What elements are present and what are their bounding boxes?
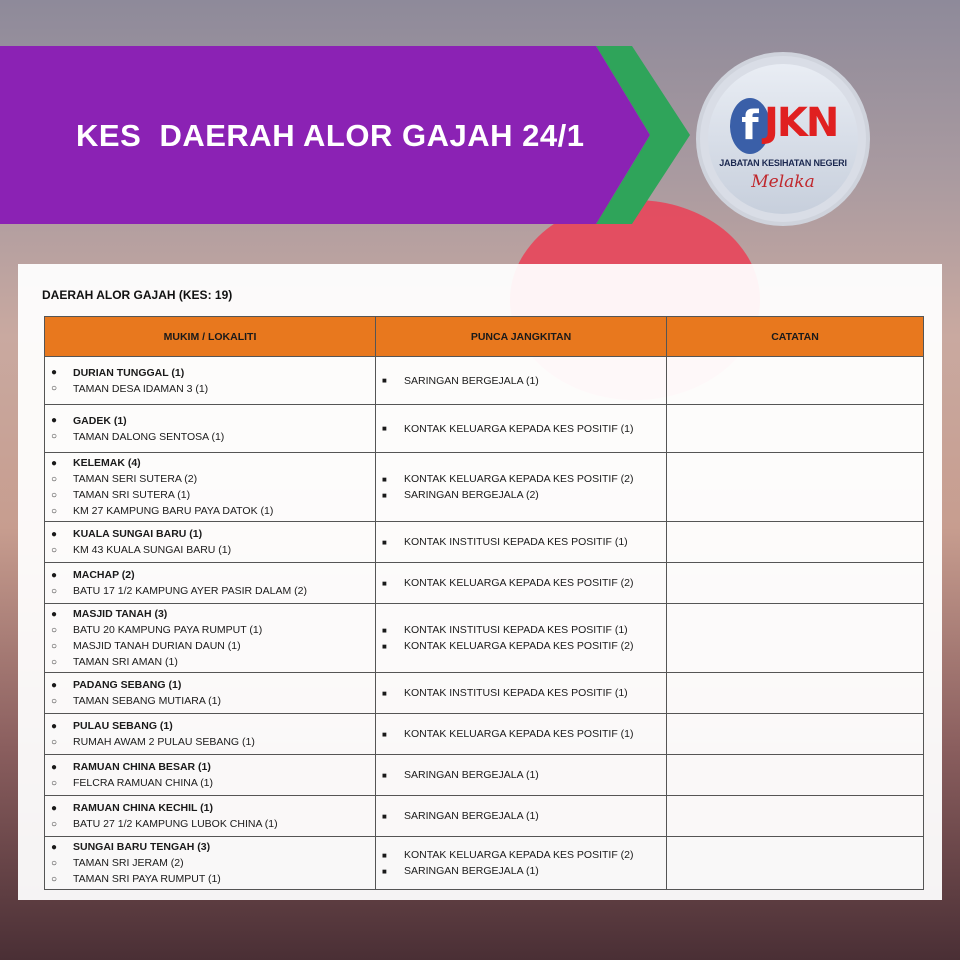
jkn-logo <box>700 56 866 222</box>
table-row <box>45 357 924 405</box>
mukim-cell <box>45 357 376 405</box>
bullet-icon: ● <box>51 367 58 378</box>
source-text: KONTAK KELUARGA KEPADA KES POSITIF (1) <box>404 422 634 435</box>
logo-subtitle: JABATAN KESIHATAN NEGERI <box>719 158 847 168</box>
circle-bullet-icon: ○ <box>51 431 58 442</box>
bullet-icon: ● <box>51 528 58 540</box>
locality-name: FELCRA RAMUAN CHINA (1) <box>73 777 214 789</box>
square-bullet-icon: ■ <box>382 641 387 651</box>
circle-bullet-icon: ○ <box>51 736 58 748</box>
circle-bullet-icon: ○ <box>51 624 58 636</box>
mukim-cell <box>45 796 376 837</box>
notes-cell <box>667 837 924 890</box>
locality-name: BATU 17 1/2 KAMPUNG AYER PASIR DALAM (2) <box>73 585 307 597</box>
source-text: KONTAK KELUARGA KEPADA KES POSITIF (2) <box>404 473 634 485</box>
circle-bullet-icon: ○ <box>51 640 58 652</box>
table-row <box>45 453 924 522</box>
source-text: KONTAK KELUARGA KEPADA KES POSITIF (1) <box>404 728 634 740</box>
mukim-name: PADANG SEBANG (1) <box>73 679 182 691</box>
document-heading: DAERAH ALOR GAJAH (KES: 19) <box>42 288 233 302</box>
mukim-cell <box>45 714 376 755</box>
source-cell <box>376 563 667 604</box>
square-bullet-icon: ■ <box>382 490 387 500</box>
circle-bullet-icon: ○ <box>51 777 58 789</box>
table-row <box>45 604 924 673</box>
locality-name: BATU 27 1/2 KAMPUNG LUBOK CHINA (1) <box>73 818 278 830</box>
bullet-icon: ● <box>51 415 58 426</box>
locality-name: TAMAN SRI SUTERA (1) <box>73 489 191 501</box>
notes-cell <box>667 453 924 522</box>
notes-cell <box>667 563 924 604</box>
notes-cell <box>667 522 924 563</box>
bullet-icon: ● <box>51 608 58 620</box>
source-text: KONTAK KELUARGA KEPADA KES POSITIF (2) <box>404 640 634 652</box>
bullet-icon: ● <box>51 720 58 732</box>
facebook-f-icon: f <box>730 98 770 154</box>
source-cell <box>376 837 667 890</box>
circle-bullet-icon: ○ <box>51 585 58 597</box>
source-text: KONTAK KELUARGA KEPADA KES POSITIF (2) <box>404 577 634 589</box>
source-cell <box>376 714 667 755</box>
square-bullet-icon: ■ <box>382 729 387 739</box>
notes-cell <box>667 357 924 405</box>
table-row <box>45 405 924 453</box>
table-row <box>45 673 924 714</box>
notes-cell <box>667 673 924 714</box>
circle-bullet-icon: ○ <box>51 656 58 668</box>
source-cell <box>376 673 667 714</box>
mukim-name: SUNGAI BARU TENGAH (3) <box>73 841 211 853</box>
square-bullet-icon: ■ <box>382 537 387 547</box>
column-header-punca: PUNCA JANGKITAN <box>376 317 667 357</box>
notes-cell <box>667 405 924 453</box>
mukim-name: MASJID TANAH (3) <box>73 608 168 620</box>
square-bullet-icon: ■ <box>382 578 387 588</box>
locality-name: TAMAN DESA IDAMAN 3 (1) <box>73 382 209 395</box>
locality-name: KM 27 KAMPUNG BARU PAYA DATOK (1) <box>73 505 274 517</box>
source-text: KONTAK INSTITUSI KEPADA KES POSITIF (1) <box>404 687 628 699</box>
bullet-icon: ● <box>51 802 58 814</box>
mukim-cell <box>45 522 376 563</box>
circle-bullet-icon: ○ <box>51 818 58 830</box>
source-text: KONTAK INSTITUSI KEPADA KES POSITIF (1) <box>404 536 628 548</box>
table-row <box>45 796 924 837</box>
logo-acronym: JKN <box>764 100 838 146</box>
mukim-cell <box>45 453 376 522</box>
circle-bullet-icon: ○ <box>51 695 58 707</box>
square-bullet-icon: ■ <box>382 625 387 635</box>
source-cell <box>376 453 667 522</box>
source-text: SARINGAN BERGEJALA (1) <box>404 374 539 387</box>
square-bullet-icon: ■ <box>382 474 387 484</box>
notes-cell <box>667 755 924 796</box>
square-bullet-icon: ■ <box>382 770 387 780</box>
mukim-cell <box>45 673 376 714</box>
locality-name: TAMAN SERI SUTERA (2) <box>73 473 198 485</box>
mukim-name: RAMUAN CHINA KECHIL (1) <box>73 802 213 814</box>
mukim-name: KUALA SUNGAI BARU (1) <box>73 528 203 540</box>
column-header-mukim: MUKIM / LOKALITI <box>45 317 376 357</box>
mukim-cell <box>45 755 376 796</box>
source-text: SARINGAN BERGEJALA (1) <box>404 769 539 781</box>
mukim-name: GADEK (1) <box>73 414 127 427</box>
table-body <box>45 357 924 890</box>
bullet-icon: ● <box>51 761 58 773</box>
bullet-icon: ● <box>51 457 58 469</box>
source-text: SARINGAN BERGEJALA (2) <box>404 489 539 501</box>
source-cell <box>376 604 667 673</box>
table-row <box>45 522 924 563</box>
source-cell <box>376 755 667 796</box>
circle-bullet-icon: ○ <box>51 473 58 485</box>
source-cell <box>376 796 667 837</box>
locality-name: KM 43 KUALA SUNGAI BARU (1) <box>73 544 232 556</box>
circle-bullet-icon: ○ <box>51 505 58 517</box>
circle-bullet-icon: ○ <box>51 383 58 394</box>
source-text: SARINGAN BERGEJALA (1) <box>404 810 539 822</box>
square-bullet-icon: ■ <box>382 376 387 385</box>
banner-title: KES DAERAH ALOR GAJAH 24/1 <box>76 118 585 153</box>
circle-bullet-icon: ○ <box>51 489 58 501</box>
locality-name: TAMAN DALONG SENTOSA (1) <box>73 430 225 443</box>
locality-name: RUMAH AWAM 2 PULAU SEBANG (1) <box>73 736 255 748</box>
square-bullet-icon: ■ <box>382 850 387 860</box>
bullet-icon: ● <box>51 679 58 691</box>
notes-cell <box>667 604 924 673</box>
locality-name: TAMAN SRI PAYA RUMPUT (1) <box>73 873 221 885</box>
circle-bullet-icon: ○ <box>51 857 58 869</box>
case-table <box>44 316 924 890</box>
source-cell <box>376 522 667 563</box>
source-text: KONTAK INSTITUSI KEPADA KES POSITIF (1) <box>404 624 628 636</box>
table-row <box>45 563 924 604</box>
table-row <box>45 837 924 890</box>
source-cell <box>376 357 667 405</box>
square-bullet-icon: ■ <box>382 688 387 698</box>
mukim-cell <box>45 405 376 453</box>
column-header-catatan: CATATAN <box>667 317 924 357</box>
source-text: KONTAK KELUARGA KEPADA KES POSITIF (2) <box>404 849 634 861</box>
notes-cell <box>667 796 924 837</box>
mukim-name: KELEMAK (4) <box>73 457 141 469</box>
locality-name: TAMAN SRI AMAN (1) <box>73 656 178 668</box>
mukim-name: RAMUAN CHINA BESAR (1) <box>73 761 211 773</box>
mukim-cell <box>45 604 376 673</box>
locality-name: BATU 20 KAMPUNG PAYA RUMPUT (1) <box>73 624 263 636</box>
case-document <box>18 264 942 900</box>
table-row <box>45 755 924 796</box>
logo-script: Melaka <box>751 172 815 192</box>
square-bullet-icon: ■ <box>382 811 387 821</box>
mukim-name: PULAU SEBANG (1) <box>73 720 173 732</box>
square-bullet-icon: ■ <box>382 866 387 876</box>
locality-name: TAMAN SRI JERAM (2) <box>73 857 184 869</box>
table-header-row <box>45 317 924 357</box>
locality-name: TAMAN SEBANG MUTIARA (1) <box>73 695 221 707</box>
notes-cell <box>667 714 924 755</box>
mukim-name: MACHAP (2) <box>73 569 135 581</box>
bullet-icon: ● <box>51 569 58 581</box>
source-text: SARINGAN BERGEJALA (1) <box>404 865 539 877</box>
square-bullet-icon: ■ <box>382 424 387 433</box>
table-row <box>45 714 924 755</box>
locality-name: MASJID TANAH DURIAN DAUN (1) <box>73 640 241 652</box>
mukim-cell <box>45 563 376 604</box>
mukim-cell <box>45 837 376 890</box>
circle-bullet-icon: ○ <box>51 873 58 885</box>
logo-badge <box>708 64 858 214</box>
bullet-icon: ● <box>51 841 58 853</box>
source-cell <box>376 405 667 453</box>
circle-bullet-icon: ○ <box>51 544 58 556</box>
mukim-name: DURIAN TUNGGAL (1) <box>73 366 185 379</box>
